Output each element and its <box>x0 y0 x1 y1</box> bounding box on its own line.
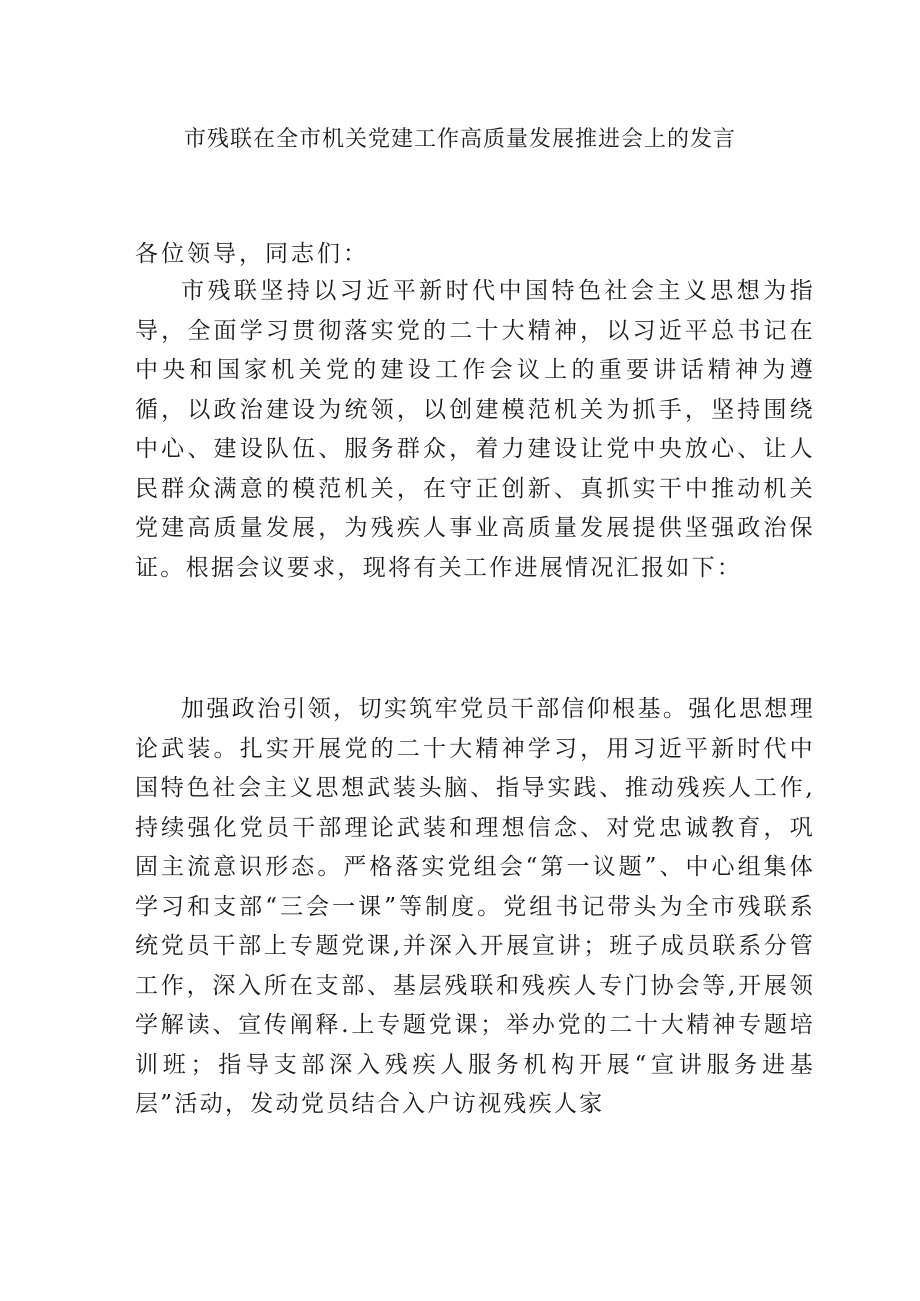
document-title: 市残联在全市机关党建工作高质量发展推进会上的发言 <box>183 127 736 152</box>
body-paragraph-1: 市残联坚持以习近平新时代中国特色社会主义思想为指导，全面学习贯彻落实党的二十大精神，以习近平总书记在中央和国家机关党的建设工作会议上的重要讲话精神为遵循，以政治建设为统领，以创建模范机关为抓手，坚持围绕中心、建设队伍、服务群众，着力建设让党中央放心、让人民群众满意的模范机关，在守正创新、真抓实干中推动机关党建高质量发展，为残疾人事业高质量发展提供坚强政治保证。根据会议要求，现将有关工作进展情况汇报如下： <box>135 278 815 581</box>
body-paragraph-2: 加强政治引领，切实筑牢党员干部信仰根基。强化思想理论武装。扎实开展党的二十大精神学习，用习近平新时代中国特色社会主义思想武装头脑、指导实践、推动残疾人工作,持续强化党员干部理论武装和理想信念、对党忠诚教育，巩固主流意识形态。严格落实党组会“第一议题”、中心组集体学习和支部“三会一课”等制度。党组书记带头为全市残联系统党员干部上专题党课,并深入开展宣讲；班子成员联系分管工作，深入所在支部、基层残联和残疾人专门协会等,开展领学解读、宣传阐释.上专题党课；举办党的二十大精神专题培训班；指导支部深入残疾人服务机构开展“宣讲服务进基层”活动，发动党员结合入户访视残疾人家 <box>135 696 815 1117</box>
salutation: 各位领导，同志们： <box>135 241 369 267</box>
